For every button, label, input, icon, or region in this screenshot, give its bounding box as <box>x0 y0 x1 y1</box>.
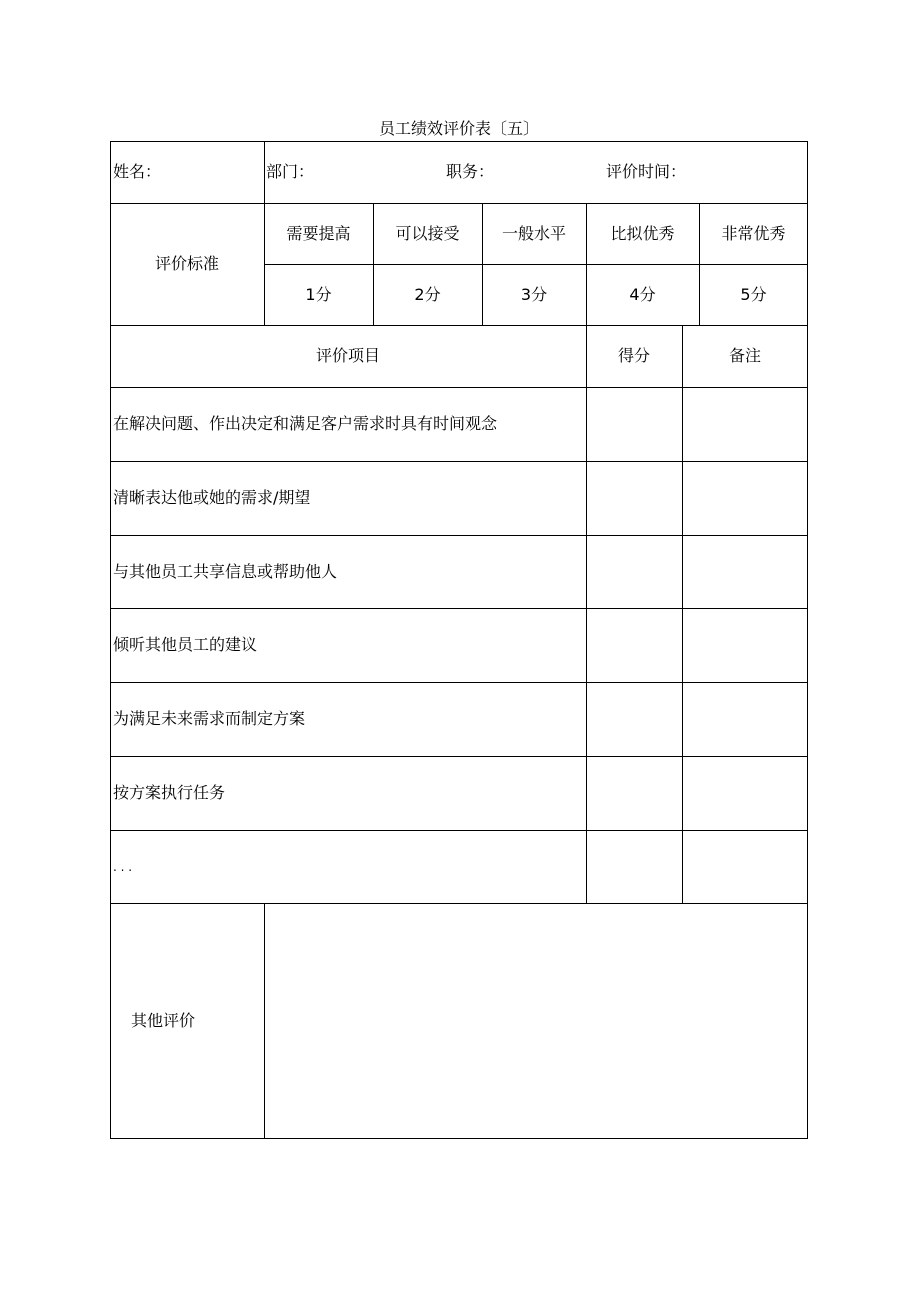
level-name: 可以接受 <box>395 223 460 243</box>
column-header-item <box>110 325 586 387</box>
table-border <box>264 264 808 265</box>
table-border <box>110 141 808 142</box>
dept-label: 部门： <box>266 162 315 181</box>
remark-input[interactable] <box>683 462 807 534</box>
level-name-cell <box>699 203 808 264</box>
column-header-score <box>586 325 682 387</box>
column-header-text: 备注 <box>728 346 761 365</box>
table-row <box>110 461 586 535</box>
item-label: 清晰表达他或她的需求/期望 <box>113 488 311 507</box>
table-border <box>110 461 808 462</box>
level-name: 需要提高 <box>286 223 351 243</box>
level-name-cell <box>264 203 373 264</box>
level-score-cell <box>699 264 808 325</box>
criteria-label <box>110 203 264 325</box>
column-header-text: 评价项目 <box>315 346 380 365</box>
table-border <box>110 682 808 683</box>
table-row <box>110 387 586 461</box>
column-header-text: 得分 <box>617 346 650 365</box>
level-score: 1分 <box>305 284 332 304</box>
name-field[interactable] <box>110 141 264 203</box>
score-input[interactable] <box>587 757 681 829</box>
level-score-cell <box>482 264 586 325</box>
level-name: 非常优秀 <box>721 223 786 243</box>
score-input[interactable] <box>587 609 681 681</box>
criteria-label-text: 评价标准 <box>154 254 219 273</box>
item-label: 在解决问题、作出决定和满足客户需求时具有时间观念 <box>113 414 498 433</box>
table-row <box>110 535 586 608</box>
level-name: 比拟优秀 <box>610 223 675 243</box>
level-score-cell <box>264 264 373 325</box>
date-label: 评价时间： <box>606 162 687 181</box>
level-name-cell <box>373 203 482 264</box>
table-border <box>110 608 808 609</box>
table-row <box>110 682 586 756</box>
score-input[interactable] <box>587 536 681 607</box>
other-input[interactable] <box>265 904 807 1137</box>
level-score: 5分 <box>740 284 767 304</box>
table-border <box>110 203 808 204</box>
table-row <box>110 830 586 903</box>
level-score-cell <box>586 264 699 325</box>
table-border <box>110 535 808 536</box>
score-input[interactable] <box>587 831 681 902</box>
table-border <box>264 141 265 325</box>
other-label <box>110 903 264 1138</box>
remark-input[interactable] <box>683 757 807 829</box>
table-border <box>110 756 808 757</box>
remark-input[interactable] <box>683 683 807 755</box>
remark-input[interactable] <box>683 388 807 460</box>
remark-input[interactable] <box>683 609 807 681</box>
table-border <box>586 203 587 325</box>
table-border <box>807 141 808 1139</box>
column-header-remark <box>682 325 808 387</box>
position-label: 职务： <box>446 162 495 181</box>
page-title: 员工绩效评价表〔五〕 <box>378 119 539 138</box>
level-name: 一般水平 <box>501 223 566 243</box>
other-label-text: 其他评价 <box>131 1010 196 1030</box>
item-label: . . . <box>113 859 133 874</box>
item-label: 倾听其他员工的建议 <box>113 635 258 654</box>
table-border <box>110 141 111 1139</box>
level-name-cell <box>482 203 586 264</box>
table-border <box>373 203 374 325</box>
table-border <box>110 325 808 326</box>
remark-input[interactable] <box>683 831 807 902</box>
table-border <box>586 325 587 903</box>
score-input[interactable] <box>587 683 681 755</box>
level-name-cell <box>586 203 699 264</box>
level-score: 3分 <box>520 284 548 304</box>
score-input[interactable] <box>587 462 681 534</box>
level-score: 2分 <box>414 284 441 304</box>
table-border <box>699 203 700 325</box>
score-input[interactable] <box>587 388 681 460</box>
table-border <box>264 903 265 1138</box>
item-label: 按方案执行任务 <box>113 783 226 802</box>
table-border <box>110 830 808 831</box>
table-row <box>110 608 586 682</box>
level-score: 4分 <box>629 284 656 304</box>
level-score-cell <box>373 264 482 325</box>
remark-input[interactable] <box>683 536 807 607</box>
item-label: 为满足未来需求而制定方案 <box>113 709 306 728</box>
table-row <box>110 756 586 830</box>
table-border <box>110 903 808 904</box>
table-border <box>110 1138 808 1139</box>
table-border <box>682 325 683 903</box>
item-label: 与其他员工共享信息或帮助他人 <box>113 561 338 581</box>
name-label: 姓名： <box>113 162 162 181</box>
table-border <box>482 203 483 325</box>
table-border <box>110 387 808 388</box>
